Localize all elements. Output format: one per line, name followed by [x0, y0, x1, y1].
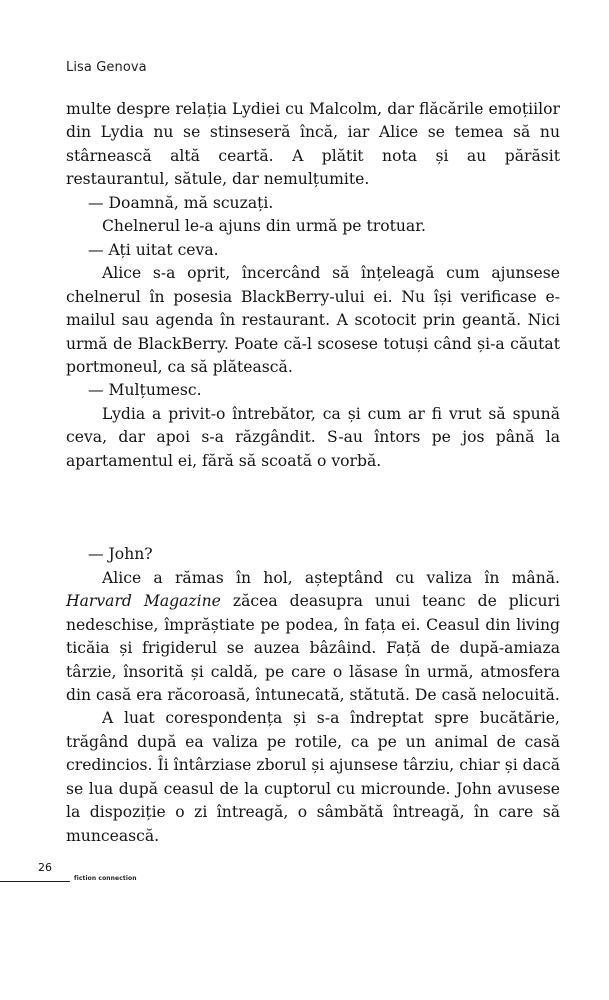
paragraph-text: Alice a rămas în hol, așteptând cu valiza în mână. [102, 568, 560, 587]
dialogue-line: — John? [88, 545, 153, 564]
page-number: 26 [38, 861, 52, 874]
paragraph-text: zăcea deasupra unui teanc de plicuri nedeschise, împrăștiate pe podea, în fața ei. Ceasul din living ticăia și frigiderul se auzea bâzâind. Față de după-amiaza târzie, însorită și caldă, pe care o lăsase în urmă, atmosfera din casă era răcoroasă, întunecată, stătută. De casă nelocuită. [66, 592, 560, 704]
footer-rule [0, 881, 70, 882]
paragraph: A luat corespondența și s-a îndreptat spre bucătărie, trăgând după ea valiza pe rotile, ca pe un animal de casă credincios. Îi întârziase zborul și ajunsese târziu, chiar și dacă se lua după ceasul de la cuptorul cu microunde. John avusese la dispoziție o zi întreagă, o sâmbătă întreagă, în care să muncească. [66, 709, 560, 845]
magazine-title: Harvard Magazine [66, 592, 221, 611]
paragraph: Lydia a privit-o întrebător, ca și cum ar fi vrut să spună ceva, dar apoi s-a răzgândit. S-au întors pe jos până la apartamentul ei, fără să scoată o vorbă. [66, 404, 560, 470]
section-break [66, 473, 560, 543]
paragraph [66, 567, 560, 708]
dialogue-line: — Mulțumesc. [88, 381, 202, 400]
paragraph: Chelnerul le-a ajuns din urmă pe trotuar. [102, 217, 426, 236]
running-header-author: Lisa Genova [66, 60, 147, 75]
paragraph: multe despre relația Lydiei cu Malcolm, dar flăcările emoțiilor din Lydia nu se stinseseră încă, iar Alice se temea să nu stârnească altă ceartă. A plătit nota și au părăsit restaurantul, sătule, dar nemulțumite. [66, 100, 560, 189]
footer-imprint: fiction connection [74, 875, 137, 882]
paragraph: Alice s-a oprit, încercând să înțeleagă cum ajunsese chelnerul în posesia BlackBerry-ului ei. Nu își verificase e-mailul sau agenda în restaurant. A scotocit prin geantă. Nici urmă de BlackBerry. Poate că-l scosese totuși când și-a căutat portmoneul, ca să plătească. [66, 264, 560, 376]
dialogue-line: — Ați uitat ceva. [88, 240, 219, 259]
dialogue-line: — Doamnă, mă scuzați. [88, 193, 274, 212]
body-text [66, 98, 560, 848]
